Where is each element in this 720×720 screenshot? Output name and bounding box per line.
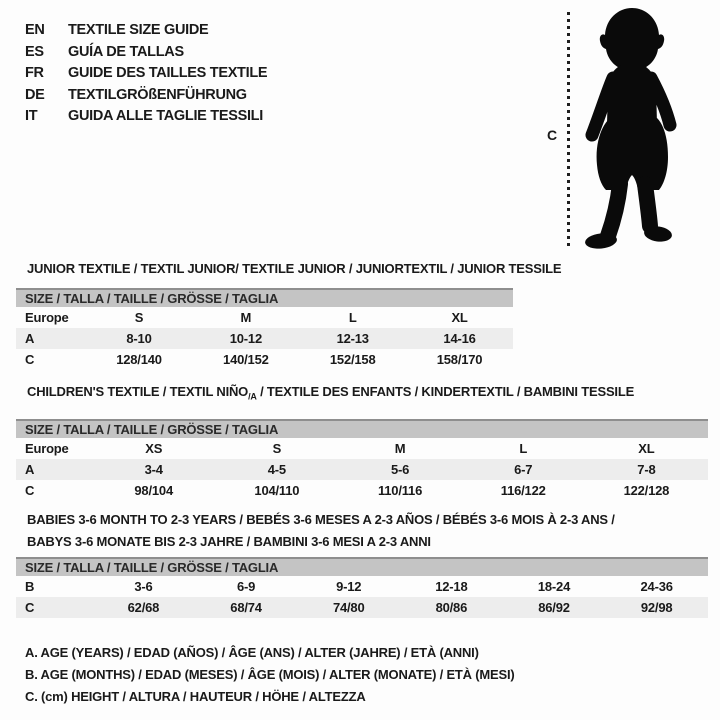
size-value-cell: S <box>134 310 144 325</box>
size-value-cell: 10-12 <box>229 331 262 346</box>
language-title: GUÍA DE TALLAS <box>68 43 184 60</box>
size-value-cell: 98/104 <box>134 482 173 498</box>
size-value-cell: M <box>394 440 406 456</box>
size-value-cell: 18-24 <box>537 579 571 594</box>
table-row <box>16 307 513 328</box>
table-title: JUNIOR TEXTILE / TEXTIL JUNIOR/ TEXTILE JUNIOR / JUNIORTEXTIL / JUNIOR TESSILE <box>27 261 562 276</box>
size-value-cell: XL <box>638 440 655 456</box>
size-value-cell: XS <box>145 440 163 456</box>
size-value-cell: L <box>348 310 357 325</box>
table-row <box>16 597 708 618</box>
row-label-cell: C <box>25 352 35 367</box>
language-row <box>25 106 267 128</box>
size-value-cell: 140/152 <box>223 352 269 367</box>
language-code: ES <box>25 43 44 60</box>
language-title: GUIDE DES TAILLES TEXTILE <box>68 65 268 81</box>
row-label-cell: Europe <box>25 310 69 325</box>
size-value-cell: 158/170 <box>436 352 483 367</box>
size-value-cell: S <box>272 440 282 456</box>
height-measure-dotted-line <box>567 12 570 249</box>
size-value-cell: 74/80 <box>332 600 365 615</box>
size-value-cell: 5-6 <box>390 461 410 477</box>
language-code: DE <box>25 86 45 103</box>
toddler-silhouette-image <box>580 6 684 254</box>
size-value-cell: 6-7 <box>514 461 533 477</box>
language-list <box>25 20 267 128</box>
childrens-textile-table <box>16 438 708 501</box>
row-label-cell: A <box>25 461 35 477</box>
language-row <box>25 85 267 107</box>
size-value-cell: 104/110 <box>254 482 300 498</box>
footnote-a: A. AGE (YEARS) / EDAD (AÑOS) / ÂGE (ANS) / ALTER (JAHRE) / ETÀ (ANNI) <box>25 645 479 660</box>
size-value-cell: 80/86 <box>435 600 468 615</box>
table-row <box>16 576 708 597</box>
size-value-cell: 68/74 <box>230 600 262 615</box>
size-value-cell: 8-10 <box>126 331 152 346</box>
size-value-cell: 9-12 <box>336 579 362 594</box>
row-label-cell: Europe <box>25 440 69 456</box>
footnote-c: C. (cm) HEIGHT / ALTURA / HAUTEUR / HÖHE / ALTEZZA <box>25 689 366 704</box>
size-value-cell: 3-4 <box>144 461 163 477</box>
size-value-cell: 3-6 <box>134 579 153 594</box>
table-row <box>16 349 513 370</box>
size-header-bar: SIZE / TALLA / TAILLE / GRÖSSE / TAGLIA <box>16 288 513 307</box>
language-title: TEXTILGRÖßENFÜHRUNG <box>68 86 247 103</box>
size-value-cell: 7-8 <box>637 461 656 477</box>
language-title: TEXTILE SIZE GUIDE <box>68 22 209 38</box>
size-header-bar: SIZE / TALLA / TAILLE / GRÖSSE / TAGLIA <box>16 419 708 438</box>
row-label-cell: C <box>25 600 35 615</box>
language-title: GUIDA ALLE TAGLIE TESSILI <box>68 108 263 124</box>
table-title-line1: BABIES 3-6 MONTH TO 2-3 YEARS / BEBÉS 3-6 MESES A 2-3 AÑOS / BÉBÉS 3-6 MOIS À 2-3 ANS / <box>27 512 615 527</box>
size-value-cell: 152/158 <box>329 352 376 367</box>
size-value-cell: 4-5 <box>267 461 286 477</box>
row-label-cell: C <box>25 482 35 498</box>
language-row <box>25 20 267 42</box>
size-value-cell: 92/98 <box>640 600 673 615</box>
height-measure-label-c: C <box>547 127 558 143</box>
footnotes <box>25 642 515 708</box>
language-code: IT <box>25 108 38 124</box>
language-row <box>25 42 267 64</box>
size-value-cell: 86/92 <box>538 600 570 615</box>
table-row <box>16 328 513 349</box>
size-value-cell: L <box>519 440 528 456</box>
table-row <box>16 459 708 480</box>
language-row <box>25 63 267 85</box>
table-row <box>16 438 708 459</box>
size-value-cell: XL <box>451 310 468 325</box>
babies-textile-section <box>16 509 708 618</box>
table-title-line2: BABYS 3-6 MONATE BIS 2-3 JAHRE / BAMBINI 3-6 MESI A 2-3 ANNI <box>27 534 431 549</box>
language-code: FR <box>25 65 44 81</box>
row-label-cell: A <box>25 331 35 346</box>
size-value-cell: 12-13 <box>336 331 369 346</box>
table-title-text: CHILDREN'S TEXTILE / TEXTIL NIÑO <box>27 384 249 399</box>
childrens-textile-section <box>16 385 708 501</box>
row-label-cell: B <box>25 579 35 594</box>
junior-textile-table <box>16 307 513 370</box>
size-value-cell: 12-18 <box>435 579 468 594</box>
table-row <box>16 480 708 501</box>
size-value-cell: 128/140 <box>116 352 162 367</box>
table-title-text: / TEXTILE DES ENFANTS / KINDERTEXTIL / BAMBINI TESSILE <box>256 384 635 399</box>
size-value-cell: 62/68 <box>127 600 160 615</box>
table-title-subscript: /A <box>248 391 257 402</box>
junior-textile-section <box>16 261 562 370</box>
size-header-bar: SIZE / TALLA / TAILLE / GRÖSSE / TAGLIA <box>16 557 708 576</box>
footnote-b: B. AGE (MONTHS) / EDAD (MESES) / ÂGE (MOIS) / ALTER (MONATE) / ETÀ (MESI) <box>25 667 515 682</box>
size-value-cell: 116/122 <box>500 482 546 498</box>
size-value-cell: M <box>240 310 252 325</box>
size-value-cell: 122/128 <box>623 482 670 498</box>
babies-textile-table <box>16 576 708 618</box>
language-code: EN <box>25 22 45 38</box>
size-value-cell: 24-36 <box>640 579 673 594</box>
size-value-cell: 6-9 <box>236 579 256 594</box>
size-value-cell: 110/116 <box>377 482 423 498</box>
table-title <box>16 509 708 553</box>
table-title <box>16 385 708 404</box>
size-value-cell: 14-16 <box>443 331 476 346</box>
